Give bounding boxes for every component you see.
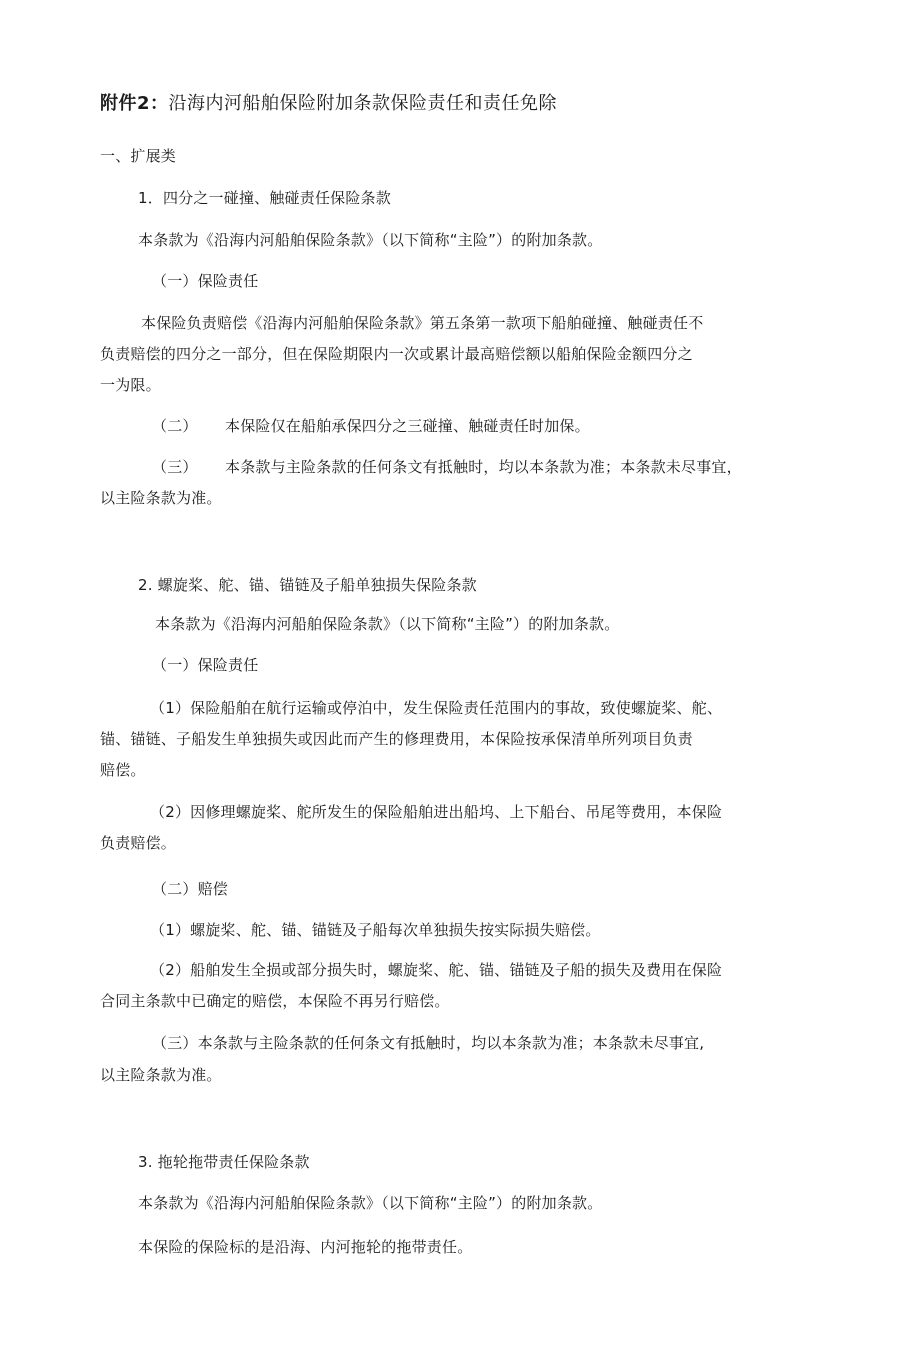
clause-1-sub1-line: 负责赔偿的四分之一部分，但在保险期限内一次或累计最高赔偿额以船舶保险金额四分之 [100,345,693,363]
clause-2-para-line: 负责赔偿。 [100,834,177,852]
clause-2-para-line: 赔偿。 [100,761,146,779]
clause-2-para-line: （2）因修理螺旋桨、舵所发生的保险船舶进出船坞、上下船台、吊尾等费用，本保险 [150,803,723,821]
clause-1-intro: 本条款为《沿海内河船舶保险条款》（以下简称“主险”）的附加条款。 [138,231,603,249]
clause-1-sub1-heading: （一）保险责任 [152,272,259,290]
document-title [100,92,557,116]
title-prefix: 附件2： [100,93,169,114]
clause-2-intro: 本条款为《沿海内河船舶保险条款》（以下简称“主险”）的附加条款。 [155,615,620,633]
title-text: 沿海内河船舶保险附加条款保险责任和责任免除 [168,93,558,114]
clause-2-sub1-heading: （一）保险责任 [152,656,259,674]
clause-1-sub1-line: 本保险负责赔偿《沿海内河船舶保险条款》第五条第一款项下船舶碰撞、触碰责任不 [141,314,704,332]
clause-2-para-line: （三）本条款与主险条款的任何条文有抵触时，均以本条款为准；本条款未尽事宜, [152,1034,705,1052]
clause-2-heading: 2. 螺旋桨、舵、锚、锚链及子船单独损失保险条款 [138,576,477,594]
clause-1-heading: 1．四分之一碰撞、触碰责任保险条款 [138,189,391,207]
clause-2-para-line: 锚、锚链、子船发生单独损失或因此而产生的修理费用，本保险按承保清单所列项目负责 [100,730,693,748]
clause-1-sub2-label: （二） [152,417,198,435]
clause-3-intro: 本条款为《沿海内河船舶保险条款》（以下简称“主险”）的附加条款。 [138,1194,603,1212]
clause-3-heading: 3. 拖轮拖带责任保险条款 [138,1153,310,1171]
clause-2-para-line: （1）保险船舶在航行运输或停泊中，发生保险责任范围内的事故，致使螺旋桨、舵、 [150,699,723,717]
clause-1-sub3-text: 本条款与主险条款的任何条文有抵触时，均以本条款为准；本条款未尽事宜， [225,458,742,476]
clause-3-para: 本保险的保险标的是沿海、内河拖轮的拖带责任。 [138,1238,473,1256]
clause-1-sub1-line: 一为限。 [100,376,161,394]
clause-2-sub2-heading: （二）赔偿 [152,880,229,898]
clause-2-para-line: （1）螺旋桨、舵、锚、锚链及子船每次单独损失按实际损失赔偿。 [150,921,601,939]
clause-2-para-line: 以主险条款为准。 [100,1066,222,1084]
clause-1-sub3-line: 以主险条款为准。 [100,489,222,507]
clause-2-para-line: 合同主条款中已确定的赔偿，本保险不再另行赔偿。 [100,992,450,1010]
clause-2-para-line: （2）船舶发生全损或部分损失时，螺旋桨、舵、锚、锚链及子船的损失及费用在保险 [150,961,723,979]
clause-1-sub2-text: 本保险仅在船舶承保四分之三碰撞、触碰责任时加保。 [225,417,590,435]
clause-1-sub3-label: （三） [152,458,198,476]
section-heading: 一、扩展类 [100,147,177,165]
